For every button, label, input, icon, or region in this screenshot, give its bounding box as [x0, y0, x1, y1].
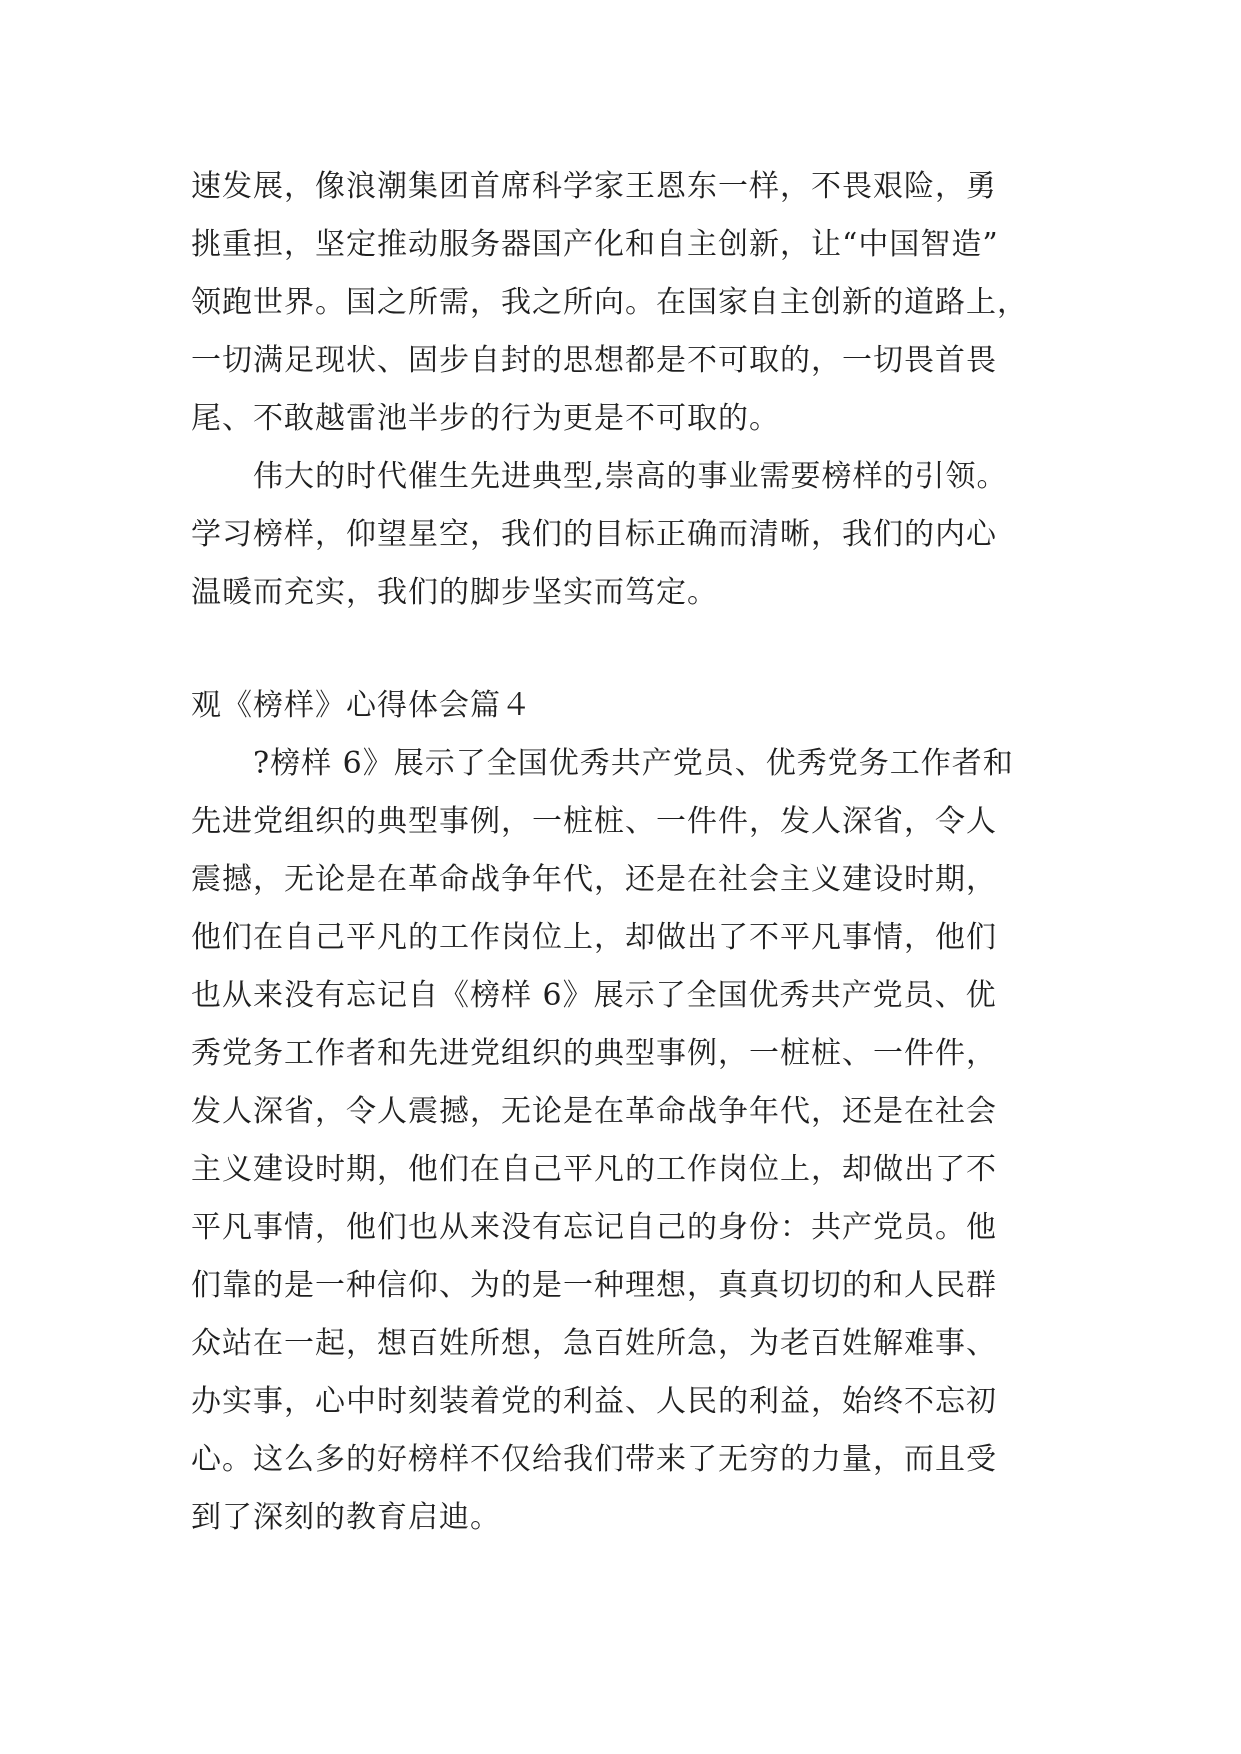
- paragraph-line: 秀党务工作者和先进党组织的典型事例，一桩桩、一件件，: [191, 1036, 997, 1071]
- paragraph-line: 尾、不敢越雷池半步的行为更是不可取的。: [191, 401, 780, 436]
- paragraph-line: ?榜样 6》展示了全国优秀共产党员、优秀党务工作者和: [191, 746, 1014, 781]
- paragraph-line: 众站在一起，想百姓所想，急百姓所急，为老百姓解难事、: [191, 1326, 997, 1361]
- paragraph-line: 先进党组织的典型事例，一桩桩、一件件，发人深省，令人: [191, 804, 997, 839]
- paragraph-line: 伟大的时代催生先进典型,崇高的事业需要榜样的引领。: [191, 459, 1008, 494]
- paragraph-line: 震撼，无论是在革命战争年代，还是在社会主义建设时期，: [191, 862, 997, 897]
- paragraph-line: 他们在自己平凡的工作岗位上，却做出了不平凡事情，他们: [191, 920, 997, 955]
- paragraph-line: 办实事，心中时刻装着党的利益、人民的利益，始终不忘初: [191, 1384, 997, 1419]
- paragraph-line: 们靠的是一种信仰、为的是一种理想，真真切切的和人民群: [191, 1268, 997, 1303]
- paragraph-line: 也从来没有忘记自《榜样 6》展示了全国优秀共产党员、优: [191, 978, 997, 1013]
- paragraph-line: 主义建设时期，他们在自己平凡的工作岗位上，却做出了不: [191, 1152, 997, 1187]
- paragraph-line: 一切满足现状、固步自封的思想都是不可取的，一切畏首畏: [191, 343, 997, 378]
- paragraph-line: 领跑世界。国之所需，我之所向。在国家自主创新的道路上，: [191, 285, 1028, 320]
- paragraph-line: 温暖而充实，我们的脚步坚实而笃定。: [191, 575, 718, 610]
- section-heading: [191, 677, 1071, 735]
- section-one-text: [191, 158, 1071, 622]
- paragraph-line: 挑重担，坚定推动服务器国产化和自主创新，让“中国智造”: [191, 227, 999, 262]
- paragraph-line: 到了深刻的教育启迪。: [191, 1500, 501, 1535]
- paragraph-line: 速发展，像浪潮集团首席科学家王恩东一样，不畏艰险，勇: [191, 169, 997, 204]
- paragraph-line: 平凡事情，他们也从来没有忘记自己的身份：共产党员。他: [191, 1210, 997, 1245]
- section-two-text: [191, 735, 1071, 1547]
- paragraph-line: 发人深省，令人震撼，无论是在革命战争年代，还是在社会: [191, 1094, 997, 1129]
- paragraph-line: 心。这么多的好榜样不仅给我们带来了无穷的力量，而且受: [191, 1442, 997, 1477]
- paragraph-line: 学习榜样，仰望星空，我们的目标正确而清晰，我们的内心: [191, 517, 997, 552]
- heading-title: 观《榜样》心得体会篇４: [191, 688, 532, 723]
